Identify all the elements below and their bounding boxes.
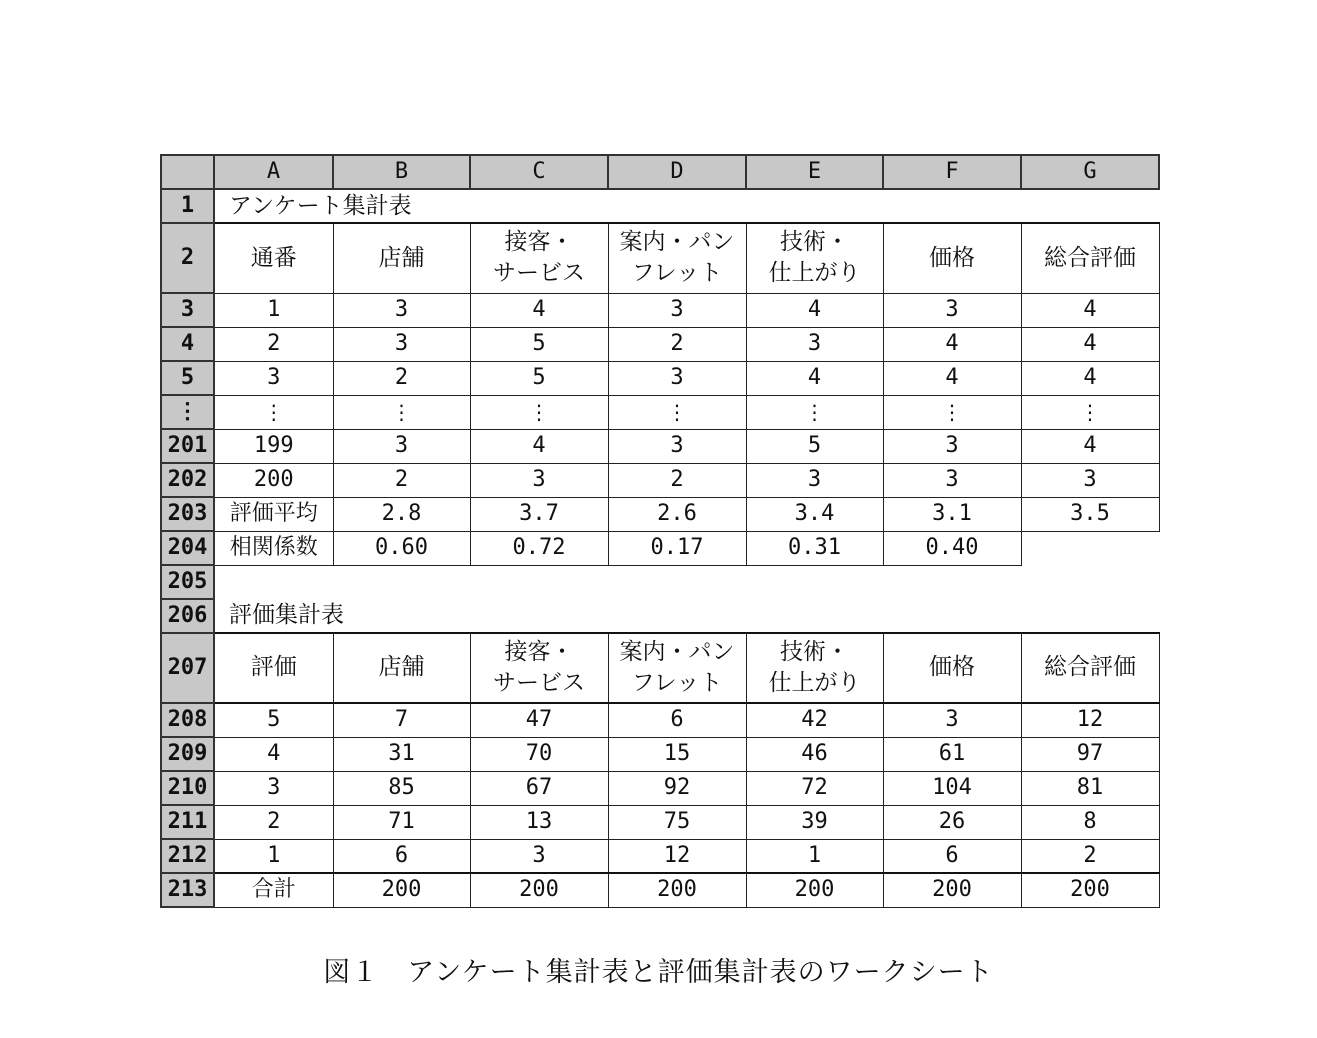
correlation-value-cell[interactable]: 0.60: [333, 531, 470, 565]
data-cell[interactable]: 3: [883, 463, 1021, 497]
row-header[interactable]: 3: [161, 293, 214, 327]
column-title-cell[interactable]: 技術・ 仕上がり: [746, 223, 883, 293]
column-title-cell[interactable]: 価格: [883, 223, 1021, 293]
column-header[interactable]: D: [608, 155, 746, 189]
data-cell[interactable]: 200: [333, 873, 470, 907]
column-header[interactable]: C: [470, 155, 608, 189]
caption-number: 図１: [323, 957, 380, 988]
data-cell[interactable]: 200: [883, 873, 1021, 907]
ellipsis-cell[interactable]: ⋮: [470, 395, 608, 429]
data-cell[interactable]: 3: [333, 293, 470, 327]
column-header[interactable]: G: [1021, 155, 1159, 189]
rating-table-title[interactable]: 評価集計表: [229, 602, 344, 628]
sheet-row: [161, 223, 1159, 293]
data-cell[interactable]: 3: [333, 327, 470, 361]
data-cell[interactable]: 4: [1021, 361, 1159, 395]
ellipsis-cell[interactable]: ⋮: [608, 395, 746, 429]
column-title-cell[interactable]: 総合評価: [1021, 223, 1159, 293]
row-header[interactable]: 211: [161, 805, 214, 839]
empty-row[interactable]: [214, 565, 1159, 599]
column-title-cell[interactable]: 価格: [883, 633, 1021, 703]
data-cell[interactable]: 61: [883, 737, 1021, 771]
row-header[interactable]: 1: [161, 189, 214, 223]
row-header[interactable]: 205: [161, 565, 214, 599]
column-title-cell[interactable]: 接客・ サービス: [470, 223, 608, 293]
data-cell[interactable]: 3: [333, 429, 470, 463]
average-value-cell[interactable]: 2.6: [608, 497, 746, 531]
sheet-row: [161, 771, 1159, 805]
average-value-cell[interactable]: 3.7: [470, 497, 608, 531]
sheet-row: [161, 633, 1159, 703]
data-cell[interactable]: 4: [470, 429, 608, 463]
data-cell[interactable]: 4: [746, 293, 883, 327]
sheet-row: [161, 531, 1159, 565]
data-cell[interactable]: 4: [883, 327, 1021, 361]
data-cell[interactable]: 3: [746, 327, 883, 361]
total-label[interactable]: 合計: [214, 873, 333, 907]
data-cell[interactable]: 13: [470, 805, 608, 839]
column-header[interactable]: A: [214, 155, 333, 189]
data-cell[interactable]: 4: [883, 361, 1021, 395]
data-cell[interactable]: 3: [608, 293, 746, 327]
row-header[interactable]: 207: [161, 633, 214, 703]
row-header[interactable]: 208: [161, 703, 214, 737]
caption-text: アンケート集計表と評価集計表のワークシート: [407, 957, 994, 988]
select-all-corner[interactable]: [161, 155, 214, 189]
data-cell[interactable]: 85: [333, 771, 470, 805]
data-cell[interactable]: 5: [470, 361, 608, 395]
ellipsis-cell[interactable]: ⋮: [883, 395, 1021, 429]
sheet-row: [161, 429, 1159, 463]
ellipsis-cell[interactable]: ⋮: [746, 395, 883, 429]
correlation-value-cell[interactable]: 0.72: [470, 531, 608, 565]
sheet-row: [161, 361, 1159, 395]
sheet-row: [161, 155, 1159, 189]
data-cell[interactable]: 4: [470, 293, 608, 327]
sheet-row: [161, 463, 1159, 497]
data-cell[interactable]: 5: [214, 703, 333, 737]
row-header[interactable]: 2: [161, 223, 214, 293]
row-header[interactable]: ⋮: [161, 395, 214, 429]
data-cell[interactable]: 3: [214, 361, 333, 395]
row-header[interactable]: 209: [161, 737, 214, 771]
data-cell[interactable]: 31: [333, 737, 470, 771]
row-header[interactable]: 202: [161, 463, 214, 497]
column-title-cell[interactable]: 評価: [214, 633, 333, 703]
data-cell[interactable]: 6: [333, 839, 470, 873]
data-cell[interactable]: 3: [470, 839, 608, 873]
data-cell[interactable]: 1: [746, 839, 883, 873]
sheet-row: [161, 189, 1159, 223]
sheet-row: [161, 395, 1159, 429]
data-cell[interactable]: 199: [214, 429, 333, 463]
column-title-cell[interactable]: 技術・ 仕上がり: [746, 633, 883, 703]
data-cell[interactable]: 92: [608, 771, 746, 805]
sheet-row: [161, 737, 1159, 771]
data-cell[interactable]: 3: [746, 463, 883, 497]
column-title-cell[interactable]: 通番: [214, 223, 333, 293]
average-value-cell[interactable]: 3.5: [1021, 497, 1159, 531]
column-title-cell[interactable]: 店舗: [333, 633, 470, 703]
data-cell[interactable]: 3: [608, 361, 746, 395]
correlation-value-cell[interactable]: 0.40: [883, 531, 1021, 565]
data-cell[interactable]: 39: [746, 805, 883, 839]
column-title-cell[interactable]: 案内・パン フレット: [608, 633, 746, 703]
row-header[interactable]: 206: [161, 599, 214, 633]
data-cell[interactable]: 3: [1021, 463, 1159, 497]
sheet-row: [161, 873, 1159, 907]
row-header[interactable]: 203: [161, 497, 214, 531]
row-header[interactable]: 4: [161, 327, 214, 361]
data-cell[interactable]: 4: [1021, 293, 1159, 327]
data-cell[interactable]: 4: [1021, 429, 1159, 463]
data-cell[interactable]: 2: [214, 327, 333, 361]
average-value-cell[interactable]: 2.8: [333, 497, 470, 531]
correlation-label[interactable]: 相関係数: [214, 531, 333, 565]
ellipsis-cell[interactable]: ⋮: [333, 395, 470, 429]
data-cell[interactable]: 47: [470, 703, 608, 737]
data-cell[interactable]: 2: [214, 805, 333, 839]
data-cell[interactable]: 46: [746, 737, 883, 771]
data-cell[interactable]: 97: [1021, 737, 1159, 771]
data-cell[interactable]: 2: [1021, 839, 1159, 873]
average-value-cell[interactable]: 3.4: [746, 497, 883, 531]
data-cell[interactable]: 72: [746, 771, 883, 805]
data-cell[interactable]: 12: [608, 839, 746, 873]
ellipsis-cell[interactable]: ⋮: [1021, 395, 1159, 429]
data-cell[interactable]: 42: [746, 703, 883, 737]
average-value-cell[interactable]: 3.1: [883, 497, 1021, 531]
data-cell[interactable]: 1: [214, 839, 333, 873]
data-cell[interactable]: 4: [1021, 327, 1159, 361]
correlation-value-cell[interactable]: 0.17: [608, 531, 746, 565]
data-cell[interactable]: 3: [883, 703, 1021, 737]
row-header[interactable]: 210: [161, 771, 214, 805]
data-cell[interactable]: 7: [333, 703, 470, 737]
data-cell[interactable]: 26: [883, 805, 1021, 839]
column-title-cell[interactable]: 店舗: [333, 223, 470, 293]
data-cell[interactable]: 6: [883, 839, 1021, 873]
data-cell[interactable]: 67: [470, 771, 608, 805]
data-cell[interactable]: 1: [214, 293, 333, 327]
data-cell[interactable]: 200: [214, 463, 333, 497]
row-header[interactable]: 212: [161, 839, 214, 873]
column-header[interactable]: E: [746, 155, 883, 189]
sheet-row: [161, 293, 1159, 327]
data-cell[interactable]: 200: [470, 873, 608, 907]
row-header[interactable]: 5: [161, 361, 214, 395]
ellipsis-cell[interactable]: ⋮: [214, 395, 333, 429]
sheet-row: [161, 805, 1159, 839]
data-cell[interactable]: 12: [1021, 703, 1159, 737]
data-cell[interactable]: 3: [883, 429, 1021, 463]
sheet-row: [161, 599, 1159, 633]
data-cell[interactable]: 2: [333, 463, 470, 497]
empty-cell[interactable]: [1021, 531, 1159, 565]
data-cell[interactable]: 5: [746, 429, 883, 463]
data-cell[interactable]: 2: [333, 361, 470, 395]
data-cell[interactable]: 6: [608, 703, 746, 737]
data-cell[interactable]: 4: [214, 737, 333, 771]
column-header[interactable]: F: [883, 155, 1021, 189]
data-cell[interactable]: 200: [1021, 873, 1159, 907]
data-cell[interactable]: 75: [608, 805, 746, 839]
correlation-value-cell[interactable]: 0.31: [746, 531, 883, 565]
row-header[interactable]: 201: [161, 429, 214, 463]
data-cell[interactable]: 71: [333, 805, 470, 839]
data-cell[interactable]: 3: [883, 293, 1021, 327]
average-label[interactable]: 評価平均: [214, 497, 333, 531]
data-cell[interactable]: 5: [470, 327, 608, 361]
spreadsheet: [160, 154, 1160, 908]
data-cell[interactable]: 8: [1021, 805, 1159, 839]
figure-caption: [0, 950, 1317, 989]
sheet-row: [161, 327, 1159, 361]
data-cell[interactable]: 104: [883, 771, 1021, 805]
data-cell[interactable]: 2: [608, 327, 746, 361]
data-cell[interactable]: 3: [470, 463, 608, 497]
data-cell[interactable]: 3: [608, 429, 746, 463]
data-cell[interactable]: 2: [608, 463, 746, 497]
data-cell[interactable]: 3: [214, 771, 333, 805]
row-header[interactable]: 204: [161, 531, 214, 565]
column-title-cell[interactable]: 接客・ サービス: [470, 633, 608, 703]
column-title-cell[interactable]: 総合評価: [1021, 633, 1159, 703]
column-header[interactable]: B: [333, 155, 470, 189]
row-header[interactable]: 213: [161, 873, 214, 907]
data-cell[interactable]: 200: [608, 873, 746, 907]
survey-table-title[interactable]: アンケート集計表: [229, 192, 412, 219]
sheet-row: [161, 839, 1159, 873]
data-cell[interactable]: 15: [608, 737, 746, 771]
sheet-row: [161, 703, 1159, 737]
data-cell[interactable]: 81: [1021, 771, 1159, 805]
data-cell[interactable]: 200: [746, 873, 883, 907]
data-cell[interactable]: 4: [746, 361, 883, 395]
sheet-row: [161, 497, 1159, 531]
data-cell[interactable]: 70: [470, 737, 608, 771]
column-title-cell[interactable]: 案内・パン フレット: [608, 223, 746, 293]
sheet-row: [161, 565, 1159, 599]
